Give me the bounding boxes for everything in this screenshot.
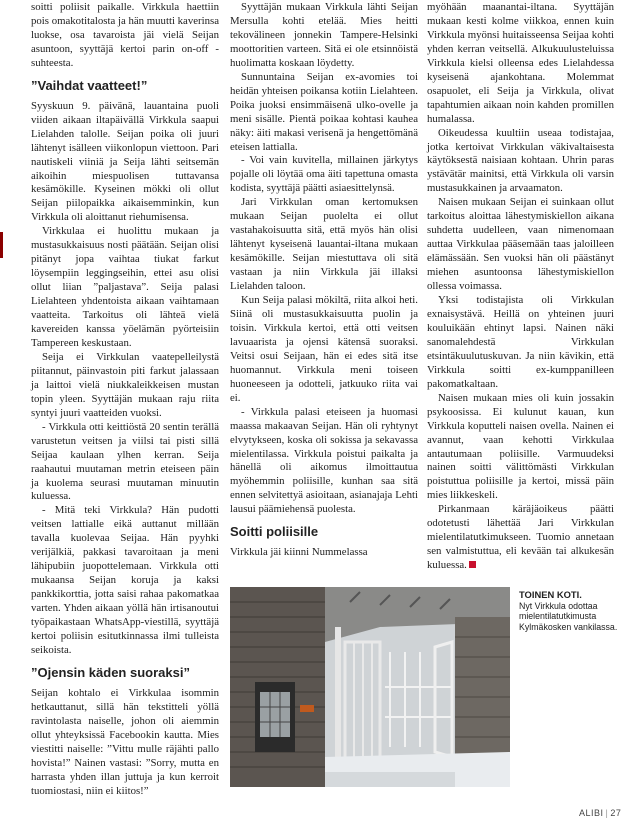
- end-of-article-mark: [469, 561, 476, 568]
- paragraph: Virkkula jäi kiinni Nummelassa: [230, 546, 368, 559]
- paragraph: Naisen mukaan mies oli kuin jossakin psykoosissa. Ei kulunut kauan, kun Virkkula koputteli naisen ovella. Nainen ei avannut, vaan kehotti Virkkulaa antautumaan poliisille. Varmuudeksi nainen soitti välittömästi Virkkulan poistuttua poliisille ja kertoi, missä päin mies liikkeskeli.: [427, 391, 614, 502]
- paragraph: - Mitä teki Virkkula? Hän pudotti veitsen lattialle eikä auttanut millään tavalla kuolevaa Seijaa. Hän pyyhki verijälkiä, pakkasi tavaroitaan ja meni lähipubiin juopottelemaan. Virkkula otti mukaansa Seijan koruja ja kaksi pankkikorttia, jotta saisi rahaa pakomatkaa varten. Yhden aikaan yöllä hän irtisanoutui työpaikastaan WhatsApp-viestillä, syyttäjä kertoi poliisin esitutkinnassa ilmi tulleista seikoista.: [31, 504, 219, 656]
- paragraph: Virkkulaa ei huolittu mukaan ja mustasukkaisuus nosti päätään. Seijan olisi pitänyt jopa vaihtaa tiukat farkut löysempiin leggingseihin, ettei asu olisi ollut liian ”paljastava”. Seija palasi Lielahteen yhdentoista aikaan vaihtamaan vaatteita. Tarkoitus oli lähteä vielä kavereiden kanssa yöelämän pyörteisiin Tampereen keskustaan.: [31, 225, 219, 349]
- paragraph: - Voi vain kuvitella, millainen järkytys pojalle oli löytää oma äiti tapettuna omasta kodista, syyttäjä päätti asiaesittelynsä.: [230, 154, 418, 195]
- paragraph: Sunnuntaina Seijan ex-avomies toi heidän yhteisen poikansa kotiin Lielahteen. Poika juoksi ensimmäisenä ulko-ovelle ja meni sisälle. Pientä poikaa kohtasi kauhea näky: äiti makasi verisenä ja hengettömänä eteisen lattialla.: [230, 70, 418, 153]
- paragraph: [427, 503, 614, 573]
- subheading: ”Ojensin käden suoraksi”: [31, 664, 190, 680]
- paragraph: Kun Seija palasi mökiltä, riita alkoi heti. Siinä oli mustasukkaisuutta puolin ja toisin. Virkkula kertoi, että otti veitsen lavuaarista ja ojensi kätensä suoraksi. Veitsi osui Seijaan, hän ei edes sitä itse huomannut. Virkkula meni toiseen huoneeseen ja odotteli, jatkuuko riita vai ei.: [230, 294, 418, 404]
- photo-caption: [519, 590, 619, 632]
- page-number: 27: [610, 808, 622, 818]
- paragraph: Oikeudessa kuultiin useaa todistajaa, jotka kertoivat Virkkulan väkivaltaisesta käytöksestä naisiaan kohtaan. Uhrin paras ystävätär mainitsi, että Virkkula oli varsin mustasukkainen ja arvaamaton.: [427, 126, 614, 195]
- paragraph: - Virkkula otti keittiöstä 20 sentin terällä varustetun veitsen ja viilsi tai pisti sillä Seijaa kaulaan ylhen kerran. Seija raahautui muutaman metrin eteiseen päin ja kuolema seurasi muutaman minuutin kuluessa.: [31, 420, 219, 503]
- magazine-name: ALIBI: [579, 808, 604, 818]
- caption-text: Nyt Virkkula odottaa mielentilatutkimusta Kylmäkosken vankilassa.: [519, 600, 618, 632]
- paragraph: soitti poliisit paikalle. Virkkula haettiin pois omakotitalosta ja hän muutti kaverinsa luokse, osa tavaroista jäi vielä Seijan asuntoon, syyttäjä kertoi parin on-off -suhteesta.: [31, 1, 220, 69]
- paragraph: myöhään maanantai-iltana. Syyttäjän mukaan kesti kolme viikkoa, ennen kuin Virkkula myönsi huitaisseensa Seijaa kohti yhden kerran veitsellä. Alkukuulusteluissa Virkkula kielsi olleensa edes Lielahdessa kyseisenä ajankohtana. Molemmat osapuolet, eli Seija ja Virkkula, olivat tapahtumien aikaan noin kahden promillen humalassa.: [427, 1, 614, 125]
- paragraph: Seijan kohtalo ei Virkkulaa isommin hetkauttanut, sillä hän tekstitteli yöllä ravintolasta naiselle, johon oli aiemmin ollut yhteyksissä Facebookin kautta. Mies viestitti naiselle: ”Vittu mulle räjähti pallo hovista!” Nainen vastasi: ”Sorry, mutta en harrasta yhden illan juttuja ja kun kerroit tuomiostasi, niin ei kiitos!”: [31, 686, 219, 797]
- margin-marker: [0, 232, 3, 258]
- article-column-3: [427, 1, 614, 573]
- paragraph: - Virkkula palasi eteiseen ja huomasi maassa makaavan Seijan. Hän oli ryhtynyt elvytykseen, koska oli sokissa ja sekavassa mielentilassa. Virkkula poistui paikalta ja hänellä oli aikomus ilmoittautua myöhemmin poliisille, kunhan saa sitä ennen selvitettyä asioitaan, asianajaja Lehti lausui päämiehensä puolesta.: [230, 405, 418, 516]
- paragraph: Seija ei Virkkulan vaatepelleilystä piitannut, päinvastoin piti farkut jalassaan ja laittoi vielä niukkaleikkeisen mustan topin yleen. Syyttäjän mukaan raju riita syntyi juuri vaatteiden vuoksi.: [31, 350, 219, 419]
- paragraph: Jari Virkkulan oman kertomuksen mukaan Seijan puolelta ei ollut vastahakoisuutta sitä, että myös hän olisi lähtenyt kyseisenä lauantai-iltana mukaan kesämökille. Seijan miestuttava oli sitä vastaan ja niin Virkkula jäi illaksi Lielahden taloon.: [230, 196, 418, 293]
- paragraph: Naisen mukaan Seijan ei suinkaan ollut tarkoitus aloittaa lähestymiskiellon aikana suhdetta uudelleen, vaan nimenomaan auttaa Virkkulaa pääsemään taas jaloilleen elämässään. Sen vuoksi hän oli päästänyt miehen asuntoonsa lähestymiskiellon ollessa voimassa.: [427, 196, 614, 293]
- subheading: Soitti poliisille: [230, 524, 319, 540]
- prison-photo: [230, 587, 510, 787]
- paragraph: Yksi todistajista oli Virkkulan exnaisystävä. Heillä on yhteinen juuri kouluikään ehtinyt lapsi. Nainen näki sanomalehdestä Virkkulan etsintäkuulutuskuvan. Ja niin kävikin, että Virkkula soitti ex-kumppanilleen pakomatkaltaan.: [427, 294, 614, 390]
- page-footer: [579, 808, 621, 818]
- subheading: ”Vaihdat vaatteet!”: [31, 77, 148, 93]
- footer-separator: |: [605, 808, 609, 818]
- article-column-1: [31, 1, 219, 799]
- paragraph: Syyskuun 9. päivänä, lauantaina puoli viiden aikaan iltapäivällä Virkkula saapui Lielahden talolle. Seijan poika oli juuri lähtenyt isälleen viikonlopun viettoon. Pari nautiskeli viiniä ja Seija lähti seitsemän aikoihin miespuolisen tuttavansa kesämökille. Kyseinen mökki oli ollut Seijan piilopaikka aikaisemminkin, kun Virkkula oli aloittanut riehumisensa.: [31, 99, 219, 224]
- paragraph: Syyttäjän mukaan Virkkula lähti Seijan Mersulla kohti etelää. Mies heitti tekovälineen jonnekin Tampere-Helsinki moottoritien varteen. Sitä ei ole etsinnöistä huolimatta koskaan löydetty.: [230, 1, 418, 69]
- article-column-2: [230, 1, 418, 560]
- paragraph-text: Pirkanmaan käräjäoikeus päätti odotetusti lähettää Jari Virkkulan mielentilatutkimukseen. Tuomio annetaan sen valmistuttua, eli kevään tai alkukesän kuluessa.: [427, 503, 614, 572]
- caption-title: TOINEN KOTI.: [519, 589, 582, 600]
